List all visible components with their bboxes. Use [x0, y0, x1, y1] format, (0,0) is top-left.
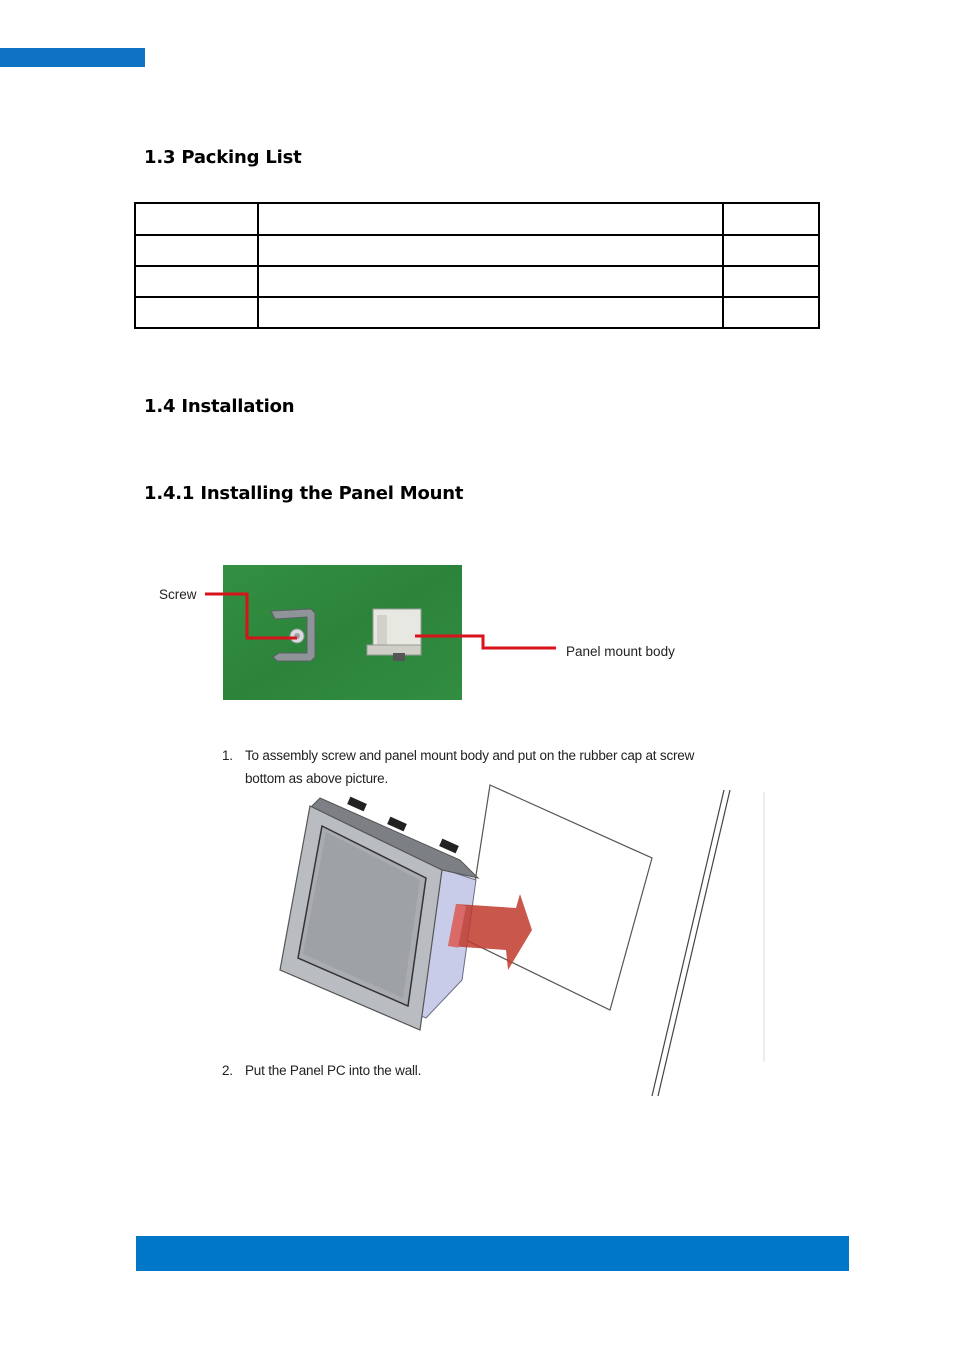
step-2	[222, 1059, 522, 1082]
table-cell	[258, 297, 724, 328]
table-cell	[135, 297, 258, 328]
table-cell	[135, 266, 258, 297]
table-cell	[723, 266, 819, 297]
callout-lines	[150, 580, 570, 670]
section-title-panel-mount: 1.4.1 Installing the Panel Mount	[144, 483, 464, 504]
screw-callout-line	[205, 594, 297, 638]
section-title-packing-list: 1.3 Packing List	[144, 147, 302, 168]
table-cell	[723, 235, 819, 266]
table-row	[135, 297, 819, 328]
step-1-line-2: bottom as above picture.	[245, 771, 389, 786]
body-callout-line	[415, 636, 556, 648]
table-row	[135, 235, 819, 266]
packing-list-table	[134, 202, 820, 329]
step-1-number: 1.	[222, 748, 233, 763]
wall-edge-line	[652, 790, 724, 1096]
table-cell	[135, 203, 258, 235]
header-accent-bar	[0, 48, 145, 67]
label-screw: Screw	[159, 587, 197, 602]
step-1-line-1: To assembly screw and panel mount body and put on the rubber cap at screw	[245, 748, 695, 763]
table-cell	[723, 297, 819, 328]
table-cell	[258, 266, 724, 297]
wall-cutout	[466, 785, 652, 1010]
step-2-number: 2.	[222, 1063, 233, 1078]
table-cell	[258, 235, 724, 266]
label-panel-mount-body: Panel mount body	[566, 644, 675, 659]
table-row	[135, 203, 819, 235]
table-cell	[258, 203, 724, 235]
table-cell	[723, 203, 819, 235]
table-row	[135, 266, 819, 297]
step-2-text: Put the Panel PC into the wall.	[245, 1063, 422, 1078]
footer-accent-bar	[136, 1236, 849, 1271]
panel-pc-wall-illustration	[270, 780, 770, 1100]
table-cell	[135, 235, 258, 266]
section-title-installation: 1.4 Installation	[144, 396, 295, 417]
